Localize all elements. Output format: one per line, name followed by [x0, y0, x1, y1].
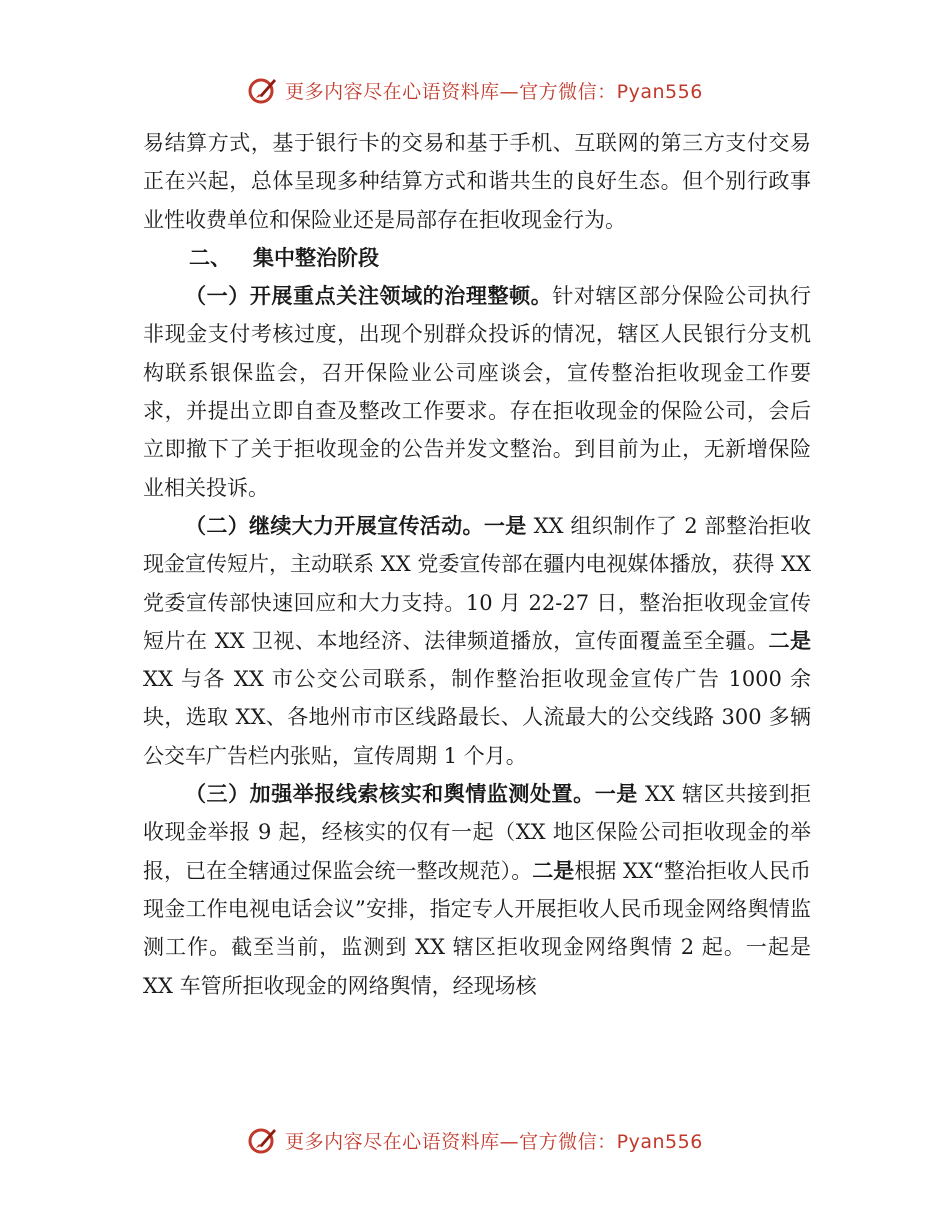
item-paragraph-2 [143, 507, 811, 775]
document-body [143, 124, 811, 1005]
item-text: XX 与各 XX 市公交公司联系，制作整治拒收现金宣传广告 1000 余块，选取 XX、各地州市市区线路最长、人流最大的公交线路 300 多辆公交车广告栏内张贴，宣传周期 1 个月。 [143, 667, 811, 768]
item-text: XX 辖区共接到拒收现金举报 9 起，经核实的仅有一起（XX 地区保险公司拒收现金的举报，已在全辖通过保监会统一整改规范）。 [143, 782, 811, 883]
point-label: 二是 [768, 628, 812, 653]
item-heading: （三）加强举报线索核实和舆情监测处置。 [185, 782, 595, 807]
point-label: 二是 [532, 858, 575, 883]
item-text: 针对辖区部分保险公司执行非现金支付考核过度，出现个别群众投诉的情况，辖区人民银行分支机构联系银保监会，召开保险业公司座谈会，宣传整治拒收现金工作要求，并提出立即自查及整改工作要求。存在拒收现金的保险公司，会后立即撤下了关于拒收现金的公告并发文整治。到目前为止，无新增保险业相关投诉。 [143, 284, 812, 500]
item-text: XX 组织制作了 2 部整治拒收现金宣传短片，主动联系 XX 党委宣传部在疆内电视媒体播放，获得 XX 党委宣传部快速回应和大力支持。10 月 22-27 日，整治拒收现金宣传短片在 XX 卫视、本地经济、法律频道播放，宣传面覆盖至全疆。 [143, 513, 812, 653]
paragraph: 易结算方式，基于银行卡的交易和基于手机、互联网的第三方支付交易正在兴起，总体呈现多种结算方式和谐共生的良好生态。但个别行政事业性收费单位和保险业还是局部存在拒收现金行为。 [143, 131, 811, 232]
item-paragraph-3 [143, 775, 811, 1005]
footer-watermark [0, 1118, 950, 1162]
item-heading: （二）继续大力开展宣传活动。 [185, 513, 484, 538]
quill-logo-icon [247, 74, 279, 106]
point-label: 一是 [594, 782, 638, 807]
header-watermark [0, 68, 950, 112]
watermark-text: 更多内容尽在心语资料库—官方微信：Pyan556 [285, 80, 703, 103]
watermark-text: 更多内容尽在心语资料库—官方微信：Pyan556 [285, 1130, 703, 1153]
point-label: 一是 [483, 513, 527, 538]
item-heading: （一）开展重点关注领域的治理整顿。 [185, 284, 553, 309]
item-text: 根据 XX“整治拒收人民币现金工作电视电话会议”安排，指定专人开展拒收人民币现金网络舆情监测工作。截至当前，监测到 XX 辖区拒收现金网络舆情 2 起。一起是 XX 车管所拒收现金的网络舆情，经现场核 [143, 858, 812, 998]
section-title: 集中整治阶段 [253, 245, 379, 270]
section-number: 二、 [189, 245, 231, 270]
quill-logo-icon [247, 1124, 279, 1156]
item-paragraph-1 [143, 277, 811, 507]
section-heading [143, 239, 811, 277]
